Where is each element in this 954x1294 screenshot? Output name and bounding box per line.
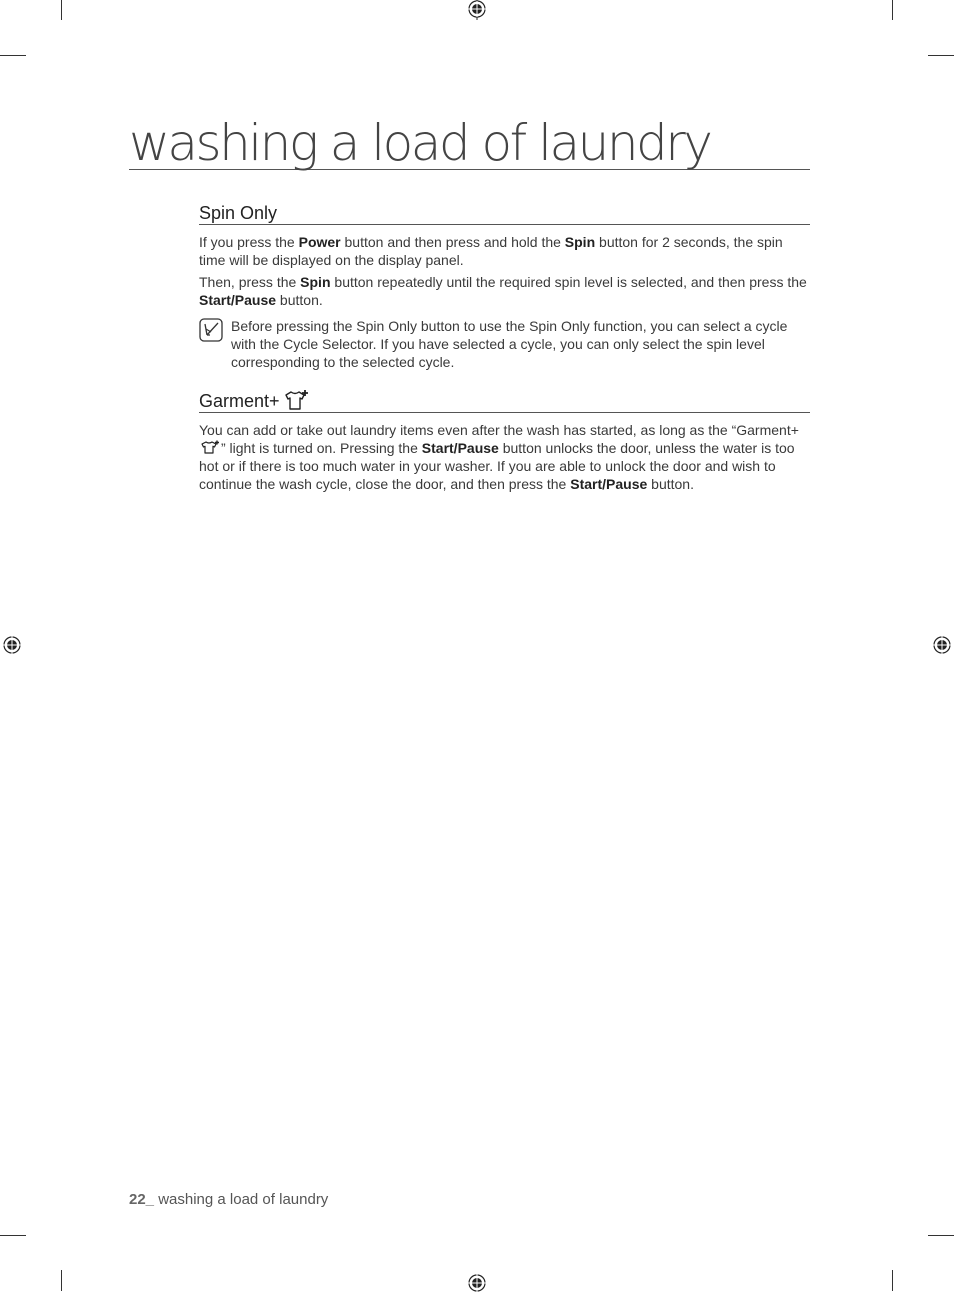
power-term: Power <box>298 234 341 250</box>
start-pause-term: Start/Pause <box>421 440 499 456</box>
text-run: button. <box>276 292 323 308</box>
crop-mark <box>0 1235 26 1236</box>
garment-heading <box>199 389 810 413</box>
note-pencil-icon <box>199 318 223 342</box>
text-run: button repeatedly until the required spin level is selected, and then press the <box>330 274 807 290</box>
start-pause-term: Start/Pause <box>570 476 648 492</box>
spin-term: Spin <box>564 234 596 250</box>
spin-only-heading-text: Spin Only <box>199 203 278 223</box>
note-text: Before pressing the Spin Only button to use the Spin Only function, you can select a cycle with the Cycle Selector. If you have selected a cycle, you can only select the spin level corresponding to the selected cycle. <box>231 318 788 370</box>
text-run: button unlocks the door, unless the water is too hot or if there is too much water in your washer. If you are able to unlock the door and wish to continue the wash cycle, close the door, and then press the <box>199 440 795 492</box>
text-run: If you press the <box>199 234 299 250</box>
text-run: Then, press the <box>199 274 301 290</box>
page-footer <box>129 1191 328 1208</box>
text-run: You can add or take out laundry items even after the wash has started, as long as the “Garment+ <box>199 422 799 438</box>
registration-mark-icon <box>466 0 488 20</box>
note-block <box>199 317 810 371</box>
crop-mark <box>61 0 62 20</box>
spin-only-heading <box>199 201 810 225</box>
text-run: button for 2 seconds, the spin time will be displayed on the display panel. <box>199 234 783 268</box>
registration-mark-icon <box>1 634 23 656</box>
crop-mark <box>61 1270 62 1291</box>
spin-only-paragraph-1 <box>199 233 810 269</box>
garment-paragraph <box>199 421 810 493</box>
spin-only-paragraph-2 <box>199 273 810 309</box>
garment-heading-text: Garment+ <box>199 391 280 411</box>
garment-section <box>199 389 810 493</box>
text-run: button and then press and hold the <box>340 234 565 250</box>
footer-text: washing a load of laundry <box>154 1191 329 1208</box>
crop-mark <box>0 55 26 56</box>
crop-mark <box>928 1235 954 1236</box>
page-title-rule <box>129 112 810 170</box>
crop-mark <box>928 55 954 56</box>
page-title: washing a load of laundry <box>129 114 711 172</box>
crop-mark <box>892 1270 893 1291</box>
spin-term: Spin <box>300 274 331 290</box>
start-pause-term: Start/Pause <box>199 292 277 308</box>
text-run: ” light is turned on. Pressing the <box>221 440 422 456</box>
text-run: button. <box>647 476 694 492</box>
page-number: 22_ <box>129 1191 155 1208</box>
shirt-plus-icon <box>200 440 220 454</box>
registration-mark-icon <box>931 634 953 656</box>
shirt-plus-icon <box>281 389 311 411</box>
spin-only-section <box>199 201 810 371</box>
crop-mark <box>892 0 893 20</box>
